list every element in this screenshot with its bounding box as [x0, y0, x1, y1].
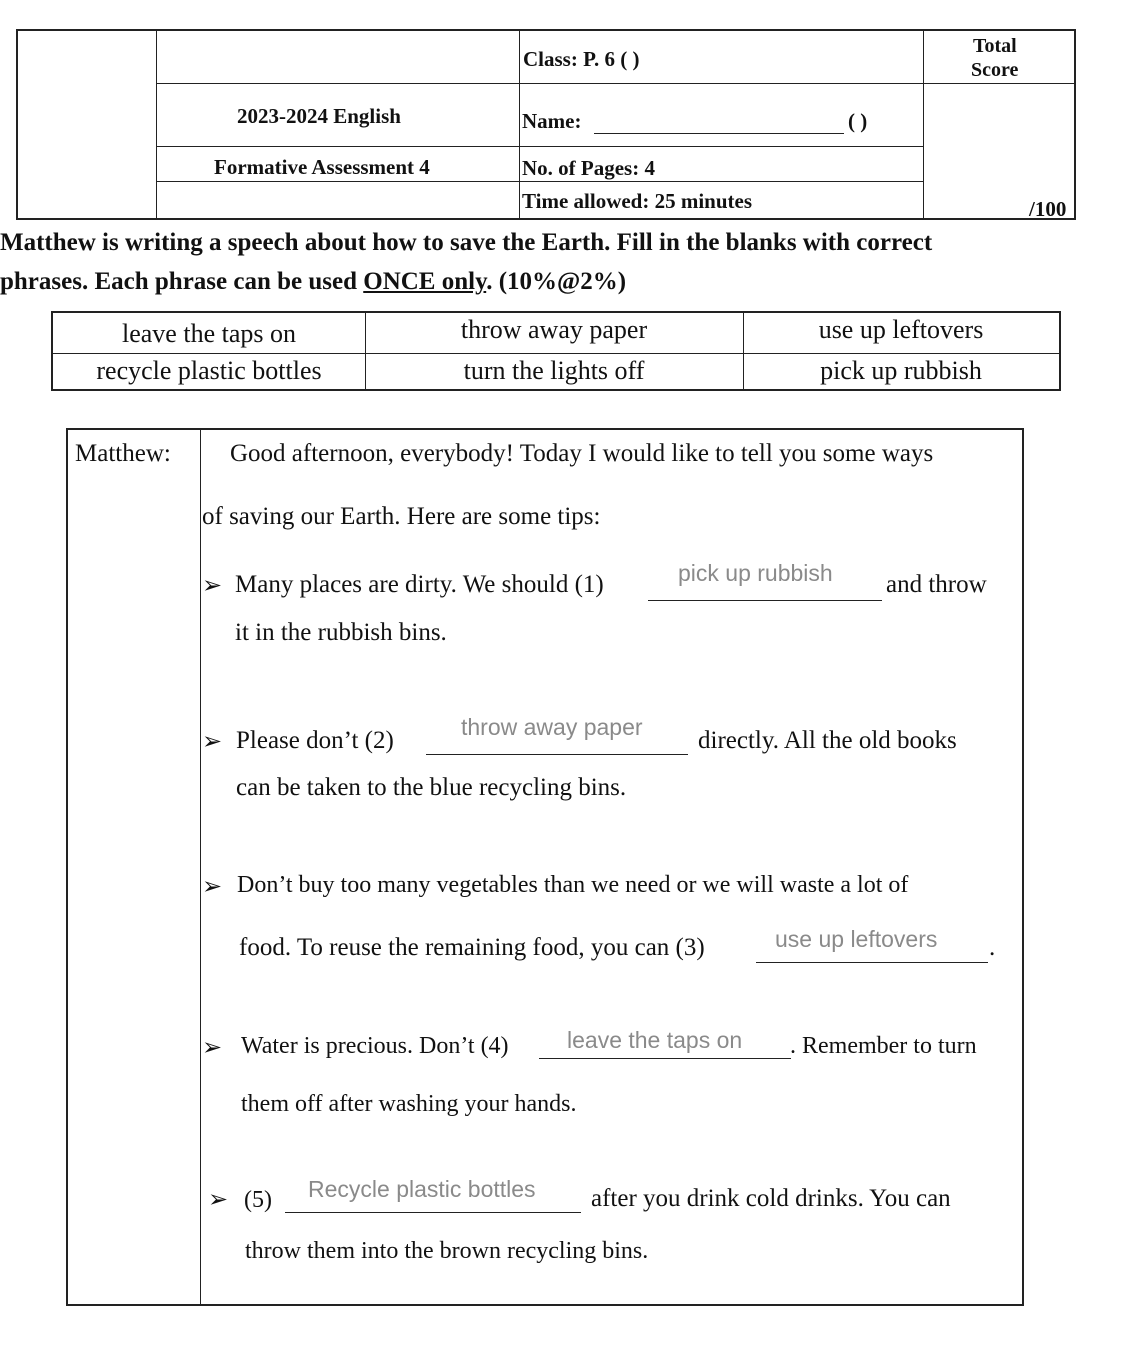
word-bank-phrase: leave the taps on	[122, 319, 296, 348]
question-4-line-2: them off after washing your hands.	[241, 1091, 577, 1117]
header-table	[16, 29, 1076, 220]
score-label: Score	[971, 59, 1019, 81]
header-divider	[156, 181, 923, 182]
question-3-text-end: .	[989, 934, 996, 961]
question-1-line-2: it in the rubbish bins.	[235, 619, 447, 646]
total-label: Total	[973, 35, 1017, 57]
bullet-arrow-icon: ➢	[208, 1187, 229, 1213]
bullet-arrow-icon: ➢	[202, 573, 223, 599]
name-paren: ( )	[848, 109, 868, 133]
speech-intro-line-2: of saving our Earth. Here are some tips:	[202, 503, 601, 530]
answer-2: throw away paper	[461, 714, 643, 740]
question-4-text-end: . Remember to turn	[790, 1033, 977, 1059]
question-1-text-end: and throw	[886, 571, 987, 598]
answer-blank-3[interactable]	[756, 962, 988, 963]
question-4-text: Water is precious. Don’t (4)	[241, 1033, 509, 1059]
word-bank	[51, 311, 1061, 391]
word-bank-phrase: throw away paper	[460, 315, 648, 344]
word-bank-phrase: pick up rubbish	[820, 356, 982, 385]
class-label: Class: P. 6 ( )	[523, 47, 640, 71]
question-2-text: Please don’t (2)	[236, 727, 394, 754]
time-label: Time allowed: 25 minutes	[522, 189, 753, 213]
answer-blank-1[interactable]	[648, 600, 882, 601]
question-5-text-end: after you drink cold drinks. You can	[591, 1185, 951, 1212]
question-3-line-1: Don’t buy too many vegetables than we need or we will waste a lot of	[237, 872, 909, 898]
answer-blank-2[interactable]	[426, 754, 688, 755]
answer-4: leave the taps on	[567, 1027, 743, 1053]
speech-box	[66, 428, 1024, 1306]
word-bank-phrase: turn the lights off	[463, 356, 645, 385]
question-2-text-end: directly. All the old books	[698, 727, 957, 754]
question-5-line-2: throw them into the brown recycling bins.	[245, 1238, 649, 1264]
instruction-text: phrases. Each phrase can be used	[0, 268, 364, 295]
instruction-marks: . (10%@2%)	[486, 268, 627, 295]
header-divider	[923, 31, 924, 218]
name-field[interactable]	[594, 133, 844, 134]
bullet-arrow-icon: ➢	[202, 874, 223, 900]
assessment-title: Formative Assessment 4	[214, 155, 430, 179]
answer-1: pick up rubbish	[678, 560, 833, 586]
score-total: /100	[1029, 197, 1067, 221]
word-bank-divider	[53, 353, 1059, 354]
instruction-emphasis: ONCE only	[363, 268, 487, 295]
bullet-arrow-icon: ➢	[202, 1035, 223, 1061]
header-divider	[519, 31, 520, 218]
answer-3: use up leftovers	[775, 926, 938, 952]
header-divider	[923, 83, 1076, 84]
header-divider	[156, 31, 157, 218]
question-1-text: Many places are dirty. We should (1)	[235, 571, 604, 598]
header-divider	[156, 146, 923, 147]
question-2-line-2: can be taken to the blue recycling bins.	[236, 774, 627, 801]
pages-label: No. of Pages: 4	[522, 156, 655, 180]
speaker-label: Matthew:	[75, 440, 171, 467]
name-label: Name:	[522, 109, 582, 133]
bullet-arrow-icon: ➢	[202, 729, 223, 755]
speech-divider	[200, 430, 201, 1304]
answer-blank-4[interactable]	[539, 1058, 791, 1059]
instruction-line-2	[0, 268, 626, 296]
answer-5: Recycle plastic bottles	[308, 1176, 536, 1202]
answer-blank-5[interactable]	[285, 1212, 581, 1213]
word-bank-phrase: use up leftovers	[818, 315, 984, 344]
question-5-number: (5)	[244, 1187, 272, 1213]
year-subject: 2023-2024 English	[237, 104, 401, 128]
word-bank-phrase: recycle plastic bottles	[96, 356, 322, 385]
speech-intro-line-1: Good afternoon, everybody! Today I would like to tell you some ways	[230, 440, 934, 467]
instruction-line-1: Matthew is writing a speech about how to save the Earth. Fill in the blanks with correct	[0, 229, 933, 256]
question-3-text: food. To reuse the remaining food, you can (3)	[239, 934, 705, 961]
header-divider	[156, 83, 923, 84]
